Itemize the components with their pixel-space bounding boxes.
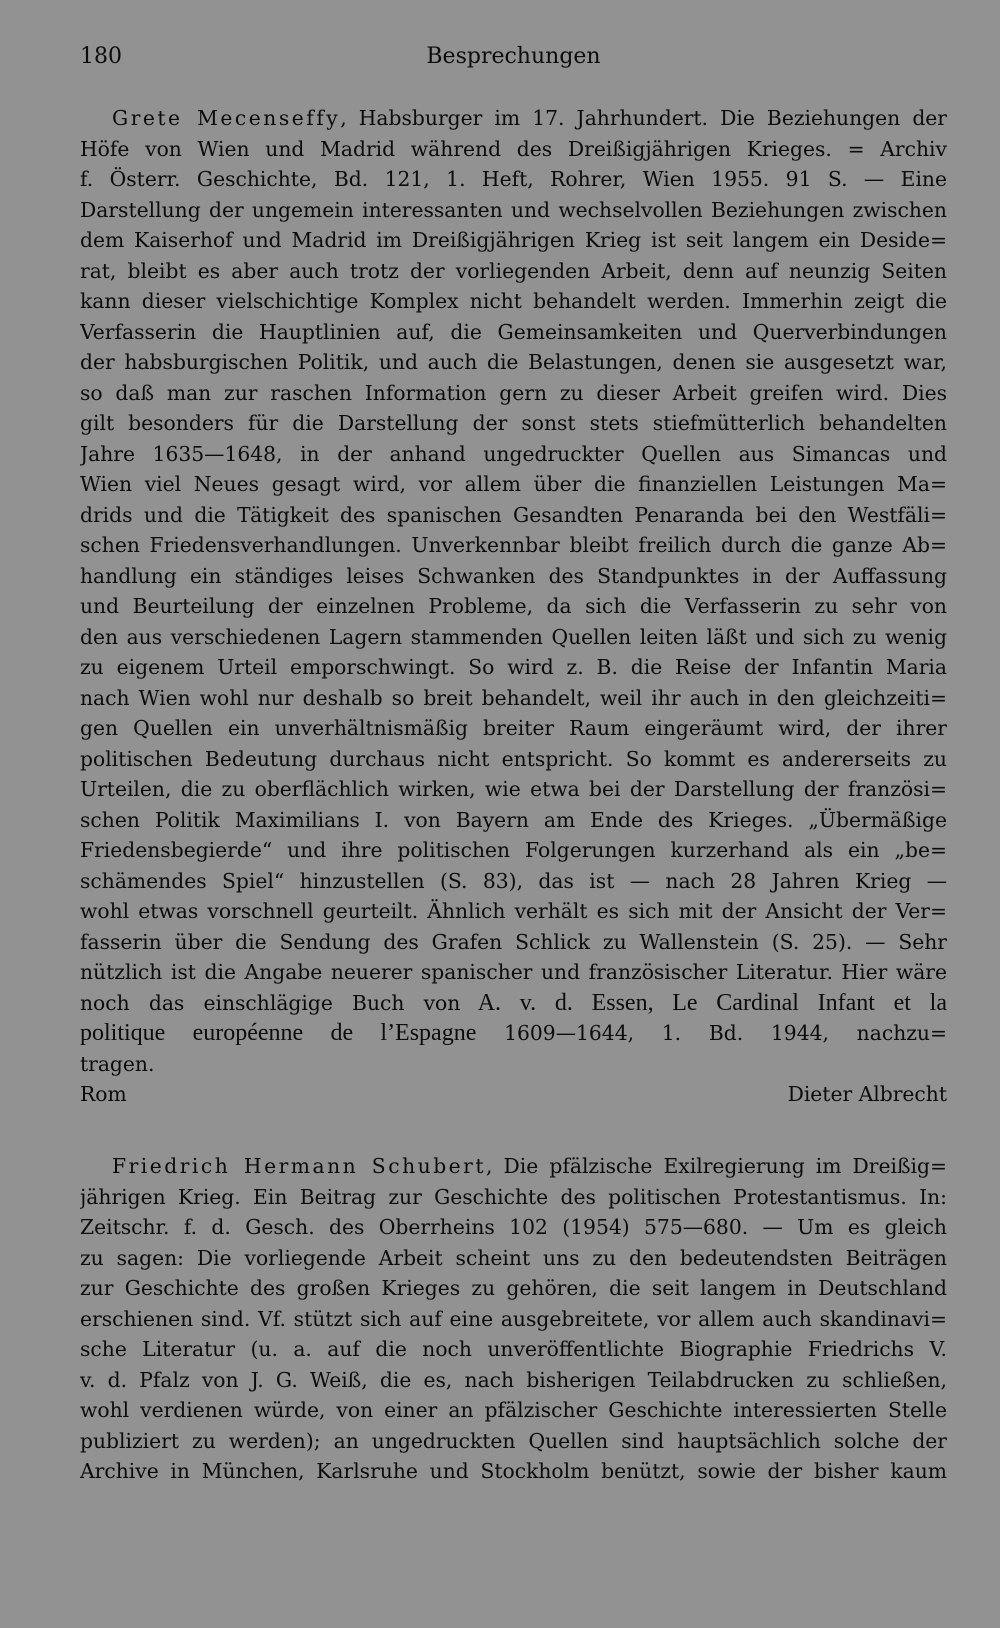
text-line: [80, 866, 947, 897]
text-line: [80, 988, 947, 1019]
text-line: [80, 134, 947, 165]
line-text: und Beurteilung der einzelnen Probleme, da sich die Verfasserin zu sehr von: [80, 594, 947, 618]
text-line: [80, 713, 947, 744]
line-text: wohl verdienen würde, von einer an pfälzischer Geschichte interessierten Stelle: [80, 1398, 947, 1422]
line-text: nach Wien wohl nur deshalb so breit behandelt, weil ihr auch in den gleichzeiti=: [80, 685, 947, 710]
review-place: Rom: [80, 1082, 127, 1106]
text-line: [80, 896, 947, 927]
text-line: [80, 561, 947, 592]
text-line: [80, 1018, 947, 1049]
author-name: Grete Mecenseffy: [112, 106, 341, 130]
text-line: [80, 195, 947, 226]
line-text: Verfasserin die Hauptlinien auf, die Gemeinsamkeiten und Querverbindungen: [80, 319, 947, 344]
text-line: [80, 1456, 947, 1487]
text-line: [80, 744, 947, 775]
text-line: [80, 256, 947, 287]
review-schubert: [80, 1151, 947, 1487]
text-line: [80, 225, 947, 256]
page-header: [80, 38, 947, 78]
line-text: , Die pfälzische Exilregierung im Dreißig=: [486, 1154, 947, 1178]
line-text: handlung ein ständiges leises Schwanken des Standpunktes in der Auffassung: [80, 563, 947, 588]
text-line: [80, 805, 947, 836]
line-text: noch das einschlägige Buch von: [80, 990, 461, 1015]
text-line: [80, 927, 947, 958]
text-line: [80, 1395, 947, 1426]
text-line: [80, 1365, 947, 1396]
line-text: erschienen sind. Vf. stützt sich auf eine ausgebreitete, vor allem auch skandinavi=: [80, 1306, 947, 1331]
line-text: Darstellung der ungemein interessanten und wechselvollen Beziehungen zwischen: [80, 197, 947, 222]
line-text: jährigen Krieg. Ein Beitrag zur Geschichte des politischen Protestantismus. In:: [80, 1184, 947, 1209]
text-line: [80, 347, 947, 378]
text-line: [80, 317, 947, 348]
line-text: publiziert zu werden); an ungedruckten Quellen sind hauptsächlich solche der: [80, 1428, 947, 1453]
text-line: [80, 1151, 947, 1182]
text-line: [80, 500, 947, 531]
line-text: drids und die Tätigkeit des spanischen Gesandten Penaranda bei den Westfäli=: [80, 502, 947, 527]
text-line: [80, 286, 947, 317]
line-text: Wien viel Neues gesagt wird, vor allem über die finanziellen Leistungen Ma=: [80, 472, 947, 496]
line-text: gen Quellen ein unverhältnismäßig breiter Raum eingeräumt wird, der ihrer: [80, 716, 947, 740]
line-text: schen Politik Maximilians I. von Bayern am Ende des Krieges. „Übermäßige: [80, 807, 947, 832]
text-line: [80, 103, 947, 134]
text-line: [80, 957, 947, 988]
text-line: [80, 683, 947, 714]
latin-text: A. v. d. Essen, Le Cardinal Infant et la: [460, 989, 947, 1016]
line-text: schämendes Spiel“ hinzustellen (S. 83), das ist — nach 28 Jahren Krieg —: [80, 868, 947, 893]
line-text: zur Geschichte des großen Krieges zu gehören, die seit langem in Deutschland: [80, 1276, 947, 1300]
review-signature: [80, 1079, 947, 1110]
line-text: sche Literatur (u. a. auf die noch unveröffentlichte Biographie Friedrichs V.: [80, 1337, 947, 1361]
text-line: [80, 378, 947, 409]
text-line: [80, 1426, 947, 1457]
text-line: [80, 622, 947, 653]
line-text: der habsburgischen Politik, und auch die Belastungen, denen sie ausgesetzt war,: [80, 350, 947, 374]
reviewer-name: Dieter Albrecht: [787, 1082, 947, 1106]
text-line: [80, 652, 947, 683]
line-text: Friedensbegierde“ und ihre politischen Folgerungen kurzerhand als ein „be=: [80, 838, 947, 862]
line-text: rat, bleibt es aber auch trotz der vorliegenden Arbeit, denn auf neunzig Seiten: [80, 258, 947, 283]
line-text: Zeitschr. f. d. Gesch. des Oberrheins 102 (1954) 575—680. — Um es gleich: [80, 1215, 947, 1239]
text-line: [80, 774, 947, 805]
text-line: [80, 439, 947, 470]
running-title: Besprechungen: [426, 44, 601, 69]
text-line: [80, 591, 947, 622]
text-line: [80, 1273, 947, 1304]
text-line: [80, 408, 947, 439]
line-text: wohl etwas vorschnell geurteilt. Ähnlich verhält es sich mit der Ansicht der Ver=: [80, 899, 947, 923]
text-line: [80, 1304, 947, 1335]
line-text: dem Kaiserhof und Madrid im Dreißigjährigen Krieg ist seit langem ein Deside=: [80, 228, 947, 252]
text-line: [80, 469, 947, 500]
author-name: Friedrich Hermann Schubert: [112, 1154, 487, 1178]
text-line: [80, 1182, 947, 1213]
line-text: f. Österr. Geschichte, Bd. 121, 1. Heft, Rohrer, Wien 1955. 91 S. — Eine: [80, 167, 947, 191]
line-text: tragen.: [80, 1051, 155, 1076]
review-mecenseffy: [80, 103, 947, 1110]
line-text: zu sagen: Die vorliegende Arbeit scheint uns zu den bedeutendsten Beiträgen: [80, 1245, 947, 1270]
line-text: v. d. Pfalz von J. G. Weiß, die es, nach bisherigen Teilabdrucken zu schließen,: [80, 1367, 947, 1392]
text-line: [80, 164, 947, 195]
text-line: [80, 1212, 947, 1243]
text-line: [80, 1243, 947, 1274]
line-text: Archive in München, Karlsruhe und Stockholm benützt, sowie der bisher kaum: [80, 1459, 947, 1483]
line-text: zu eigenem Urteil emporschwingt. So wird z. B. die Reise der Infantin Maria: [80, 655, 947, 679]
text-line: [80, 835, 947, 866]
line-text: Urteilen, die zu oberflächlich wirken, wie etwa bei der Darstellung der französi=: [80, 777, 947, 801]
line-text: den aus verschiedenen Lagern stammenden Quellen leiten läßt und sich zu wenig: [80, 624, 947, 649]
line-text: politischen Bedeutung durchaus nicht entspricht. So kommt es andererseits zu: [80, 746, 947, 771]
line-text: , Habsburger im 17. Jahrhundert. Die Beziehungen der: [340, 106, 947, 130]
page-number: 180: [80, 44, 122, 69]
text-line: [80, 1334, 947, 1365]
line-text: 1609—1644, 1. Bd. 1944, nachzu=: [476, 1021, 947, 1045]
line-text: schen Friedensverhandlungen. Unverkennbar bleibt freilich durch die ganze Ab=: [80, 533, 947, 557]
line-text: fasserin über die Sendung des Grafen Schlick zu Wallenstein (S. 25). — Sehr: [80, 929, 947, 954]
line-text: nützlich ist die Angabe neuerer spanischer und französischer Literatur. Hier wäre: [80, 960, 947, 984]
line-text: Höfe von Wien und Madrid während des Dreißigjährigen Krieges. = Archiv: [80, 136, 947, 161]
latin-text: politique européenne de l’Espagne: [80, 1020, 477, 1046]
line-text: so daß man zur raschen Information gern zu dieser Arbeit greifen wird. Dies: [80, 380, 947, 405]
line-text: kann dieser vielschichtige Komplex nicht behandelt werden. Immerhin zeigt die: [80, 289, 947, 313]
text-line: [80, 1049, 947, 1080]
line-text: Jahre 1635—1648, in der anhand ungedruckter Quellen aus Simancas und: [80, 441, 947, 466]
line-text: gilt besonders für die Darstellung der sonst stets stiefmütterlich behandelten: [80, 411, 947, 435]
text-line: [80, 530, 947, 561]
